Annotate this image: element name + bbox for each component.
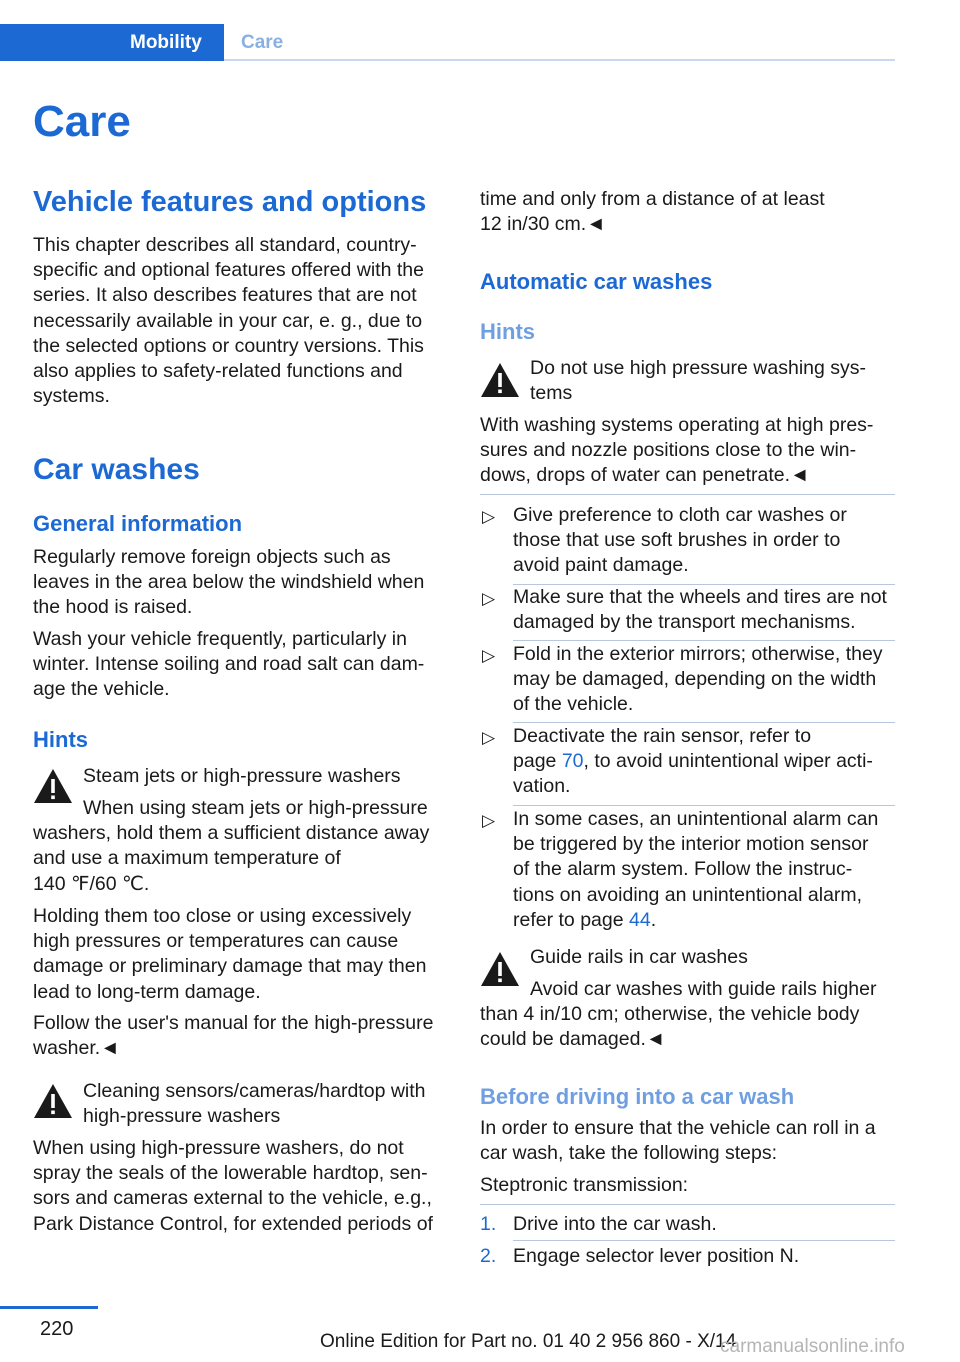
text-line: leaves in the area below the windshield when	[33, 571, 425, 594]
before-paragraph-2: Steptronic transmission:	[480, 1174, 689, 1196]
warning-triangle-icon	[33, 1083, 73, 1119]
text-line: specific and optional features offered with the	[33, 259, 424, 282]
text-line: washers, hold them a sufficient distance away	[33, 822, 430, 845]
text-line: When using high-pressure washers, do not	[33, 1137, 404, 1159]
text-line: be triggered by the interior motion sensor	[513, 833, 869, 856]
text-line: damaged by the transport mechanisms.	[513, 611, 856, 634]
text-line: This chapter describes all standard, country-	[33, 234, 417, 256]
text-line: necessarily available in your car, e. g., due to	[33, 309, 423, 332]
text-line: could be damaged.◄	[480, 1028, 666, 1051]
page-link-44[interactable]: 44	[629, 908, 651, 931]
text-line: Fold in the exterior mirrors; otherwise, they	[513, 643, 883, 665]
features-text	[33, 233, 424, 409]
warning-paragraph-damage	[33, 904, 426, 1005]
text-line: high-pressure washers	[83, 1105, 281, 1128]
list-divider	[513, 722, 895, 723]
text-line: also applies to safety-related functions and	[33, 360, 403, 383]
continued-text	[480, 187, 825, 237]
text-line: lead to long-term damage.	[33, 980, 261, 1003]
text-line: dows, drops of water can penetrate.◄	[480, 464, 810, 487]
before-paragraph-1	[480, 1116, 876, 1166]
text-line: sures and nozzle positions close to the win-	[480, 439, 857, 462]
text-line: and use a maximum temperature of	[33, 847, 341, 870]
text-line: sors and cameras external to the vehicle, e.g.,	[33, 1187, 432, 1210]
text-line: time and only from a distance of at least	[480, 188, 825, 210]
text-line: vation.	[513, 775, 571, 798]
bullet-marker: ▷	[482, 728, 496, 747]
warning-paragraph-manual	[33, 1011, 433, 1061]
text-line: Cleaning sensors/cameras/hardtop with	[83, 1080, 426, 1102]
text-line: Wash your vehicle frequently, particularly in	[33, 628, 407, 650]
text-line: Park Distance Control, for extended periods of	[33, 1212, 433, 1235]
bullet-marker: ▷	[482, 811, 496, 830]
warning-body-high-pressure	[480, 413, 873, 489]
text-line: Deactivate the rain sensor, refer to	[513, 725, 812, 747]
warning-body-sensors	[33, 1136, 433, 1237]
hints-heading-right: Hints	[480, 319, 535, 344]
text-line: Avoid car washes with guide rails higher	[530, 978, 877, 1000]
text-line: may be damaged, depending on the width	[513, 668, 877, 691]
header-rule	[224, 59, 895, 61]
text-line: the hood is raised.	[33, 596, 193, 619]
list-item	[513, 642, 883, 718]
step-text: Engage selector lever position N.	[513, 1245, 800, 1267]
text-line: 140 ℉/60 ℃.	[33, 872, 150, 895]
text-line: Make sure that the wheels and tires are not	[513, 586, 887, 608]
text-line: Do not use high pressure washing sys-	[530, 357, 867, 379]
tab-mobility[interactable]: Mobility	[0, 24, 224, 61]
list-divider	[513, 805, 895, 806]
list-item	[513, 807, 878, 933]
text-line: When using steam jets or high-pressure	[83, 797, 428, 819]
bullet-marker: ▷	[482, 507, 496, 526]
warning-body-steam-jets	[33, 796, 429, 897]
general-paragraph-2	[33, 627, 424, 703]
edition-footer: Online Edition for Part no. 01 40 2 956 860 - X/14	[320, 1331, 737, 1352]
text-line: spray the seals of the lowerable hardtop, sen-	[33, 1162, 428, 1185]
warning-body-guide-rails	[480, 977, 877, 1053]
text-line: Follow the user's manual for the high-pressure	[33, 1012, 434, 1034]
warning-title-steam-jets: Steam jets or high-pressure washers	[83, 765, 401, 787]
text-line: Give preference to cloth car washes or	[513, 504, 847, 526]
list-item	[513, 585, 887, 635]
text-line: 12 in/30 cm.◄	[480, 213, 606, 236]
text-line: avoid paint damage.	[513, 554, 689, 577]
text-line: winter. Intense soiling and road salt can dam-	[33, 653, 425, 676]
text-line: series. It also describes features that are not	[33, 284, 417, 307]
warning-title-sensors	[83, 1079, 426, 1129]
list-item	[513, 724, 873, 800]
page-link-70[interactable]: 70	[561, 750, 584, 773]
page-number: 220	[40, 1318, 74, 1340]
text-line: of the vehicle.	[513, 693, 634, 716]
warning-title-guide-rails: Guide rails in car washes	[530, 946, 748, 968]
features-heading: Vehicle features and options	[33, 186, 427, 218]
text-line: tems	[530, 382, 573, 405]
text-line: high pressures or temperatures can cause	[33, 930, 399, 953]
list-item	[513, 503, 847, 579]
general-information-heading: General information	[33, 511, 243, 536]
warning-triangle-icon	[480, 362, 520, 398]
text-line: Holding them too close or using excessively	[33, 905, 412, 927]
text-line: , to avoid unintentional wiper acti-	[583, 750, 873, 773]
text-line: washer.◄	[33, 1037, 120, 1060]
text-line: those that use soft brushes in order to	[513, 529, 841, 552]
header-tabs	[0, 24, 895, 61]
text-line: age the vehicle.	[33, 678, 170, 701]
step-text: Drive into the car wash.	[513, 1213, 717, 1235]
list-divider	[513, 1240, 895, 1241]
tab-care[interactable]: Care	[241, 32, 284, 53]
text-line: With washing systems operating at high pres-	[480, 414, 874, 436]
text-line: of the alarm system. Follow the instruc-	[513, 858, 853, 881]
warning-title-high-pressure	[530, 356, 866, 406]
page-title: Care	[33, 97, 131, 146]
step-number: 1.	[480, 1213, 497, 1235]
automatic-car-washes-heading: Automatic car washes	[480, 269, 713, 294]
page-number-rule	[0, 1306, 98, 1309]
list-divider	[513, 640, 895, 641]
step-number: 2.	[480, 1245, 497, 1267]
text-line: damage or preliminary damage that may then	[33, 955, 427, 978]
bullet-marker: ▷	[482, 646, 496, 665]
watermark: carmanualsonline.info	[720, 1336, 905, 1357]
text-line: systems.	[33, 385, 110, 408]
text-line: the selected options or country versions. This	[33, 334, 424, 357]
text-line: In order to ensure that the vehicle can roll in a	[480, 1117, 876, 1139]
bullet-marker: ▷	[482, 589, 496, 608]
text-line: page	[513, 750, 562, 773]
text-line: car wash, take the following steps:	[480, 1142, 777, 1165]
text-line: refer to page	[513, 908, 629, 931]
text-line: .	[650, 908, 657, 931]
general-paragraph-1	[33, 545, 424, 621]
text-line: Regularly remove foreign objects such as	[33, 546, 391, 568]
text-line: than 4 in/10 cm; otherwise, the vehicle body	[480, 1003, 860, 1026]
list-divider	[480, 1204, 895, 1205]
text-line: tions on avoiding an unintentional alarm,	[513, 883, 863, 906]
hints-heading: Hints	[33, 727, 88, 752]
text-line: In some cases, an unintentional alarm can	[513, 808, 879, 830]
car-washes-heading: Car washes	[33, 453, 200, 486]
list-divider	[480, 494, 895, 495]
before-car-wash-heading: Before driving into a car wash	[480, 1084, 795, 1109]
